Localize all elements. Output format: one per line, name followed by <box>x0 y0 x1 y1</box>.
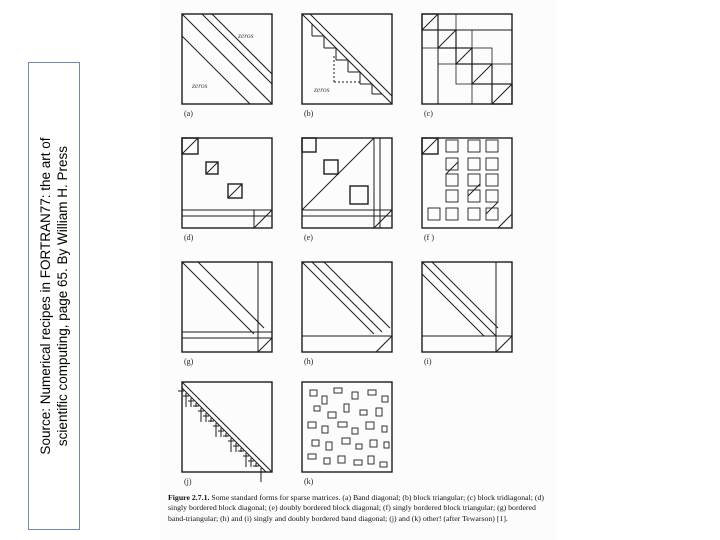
off-diagonal-block <box>456 64 472 84</box>
border-block <box>468 208 480 220</box>
diagonal-segment <box>456 48 472 64</box>
triangular-block <box>486 190 498 202</box>
sparse-block <box>368 390 376 395</box>
sparse-block <box>354 460 362 465</box>
zeros-label: zeros <box>238 31 254 40</box>
source-caption-line-2: scientific computing, page 65. By William H. Press <box>55 145 70 447</box>
upper-band-edge <box>432 262 498 328</box>
matrix-frame <box>182 138 272 228</box>
main-diagonal <box>182 382 272 472</box>
sparse-block <box>334 388 342 393</box>
main-diagonal <box>422 262 496 336</box>
panel-f <box>422 138 512 242</box>
sparse-block <box>342 438 350 444</box>
sparse-block <box>322 426 328 433</box>
matrix-frame <box>422 138 512 228</box>
panel-j <box>178 382 272 486</box>
off-diagonal-block <box>438 48 456 64</box>
sparse-block <box>384 442 389 448</box>
triangular-block <box>486 140 498 152</box>
sparse-block <box>312 440 319 446</box>
diagonal-block <box>324 160 338 174</box>
triangular-block <box>468 140 480 152</box>
diagonal-segment <box>446 162 458 174</box>
panel-label-d: (d) <box>184 233 194 242</box>
off-diagonal-block <box>492 64 512 84</box>
lower-band-edge <box>182 388 266 472</box>
sparse-block <box>366 422 374 429</box>
diagonal-segment <box>376 336 392 352</box>
border-block <box>446 208 458 220</box>
sparse-block <box>356 444 362 449</box>
panel-k <box>302 382 392 486</box>
triangular-block <box>468 158 480 170</box>
sparse-block <box>328 412 336 418</box>
panel-b <box>302 14 392 118</box>
main-diagonal <box>182 262 254 334</box>
sparse-block <box>370 440 377 447</box>
lower-band-edge <box>182 36 250 104</box>
scanned-book-page <box>160 0 556 540</box>
sparse-block <box>338 456 345 463</box>
panel-label-h: (h) <box>304 357 314 366</box>
sparse-block <box>310 390 317 396</box>
sparse-block <box>382 426 387 432</box>
sparse-block <box>324 458 330 464</box>
upper-band-edge <box>212 14 272 74</box>
sparse-block <box>338 422 347 427</box>
sparse-block <box>360 410 367 415</box>
triangular-block <box>446 140 458 152</box>
diagonal-segment <box>206 162 218 174</box>
sparse-block <box>376 408 382 416</box>
source-caption-text <box>37 61 71 531</box>
sparse-block <box>382 396 388 402</box>
panel-g <box>182 262 272 366</box>
triangular-block <box>486 174 498 186</box>
sparse-block <box>344 404 349 412</box>
diagonal-segment <box>472 64 492 84</box>
zeros-label: zeros <box>192 81 208 90</box>
zeros-label: zeros <box>314 85 330 94</box>
border-block <box>428 208 440 220</box>
diagonal-segment <box>228 184 242 198</box>
sparse-block <box>308 422 316 428</box>
diagonal-segment <box>182 138 198 154</box>
panel-label-b: (b) <box>304 109 314 118</box>
source-caption-line-1: Source: Numerical recipes in FORTRAN77: the art of <box>38 137 53 455</box>
main-diagonal <box>182 14 272 104</box>
panel-e <box>302 138 392 242</box>
figure-caption <box>168 493 548 524</box>
panel-h <box>302 262 392 366</box>
panel-a <box>182 14 272 118</box>
panel-label-k: (k) <box>304 477 314 486</box>
upper-band-edge <box>310 14 392 96</box>
diagonal-segment <box>422 138 438 154</box>
triangular-block <box>486 158 498 170</box>
upper-band-edge <box>312 262 382 332</box>
diagonal-block <box>350 186 368 204</box>
diagonal-segment <box>498 214 512 228</box>
sparse-matrix-figure <box>160 0 556 540</box>
upper-band-edge <box>198 262 264 328</box>
panel-label-g: (g) <box>184 357 194 366</box>
triangular-block <box>468 190 480 202</box>
off-diagonal-block <box>456 30 472 48</box>
diagonal-segment <box>438 30 456 48</box>
diagonal-segment <box>492 84 512 104</box>
diagonal-segment <box>258 338 272 352</box>
panel-i <box>422 262 512 366</box>
sparse-block <box>322 396 327 404</box>
sparse-block <box>352 428 358 434</box>
diagonal-segment <box>496 336 512 352</box>
figure-caption-text: Some standard forms for sparse matrices. (a) Band diagonal; (b) block triangular; (c) block tridiagonal; (d) singly bordered block diagonal; (e) doubly bordered block diagonal; (f) singly bordered block triangular; (g) bordered band-triangular; (h) and (i) singly and doubly bordered band diagonal; (j) and (k) other! (after Tewarson) [1]. <box>168 493 544 523</box>
border-block <box>486 208 498 220</box>
main-diagonal <box>302 262 374 334</box>
sparse-block <box>314 406 320 411</box>
sparse-block <box>326 442 332 450</box>
sparse-block <box>308 454 316 459</box>
diagonal-segment <box>254 210 272 228</box>
triangular-block <box>446 190 458 202</box>
upper-band-edge <box>324 262 390 328</box>
triangular-block <box>446 174 458 186</box>
off-diagonal-block <box>472 84 492 104</box>
sparse-block <box>380 462 387 467</box>
panel-d <box>182 138 272 242</box>
source-caption-box <box>28 62 80 530</box>
figure-number: Figure 2.7.1. <box>168 493 210 502</box>
panel-label-e: (e) <box>304 233 313 242</box>
matrix-frame <box>422 14 512 104</box>
triangular-block <box>468 174 480 186</box>
sparse-block <box>368 456 374 464</box>
panel-label-a: (a) <box>184 109 193 118</box>
panel-label-i: (i) <box>424 357 432 366</box>
diagonal-segment <box>374 210 392 228</box>
off-diagonal-block <box>438 14 456 30</box>
diagonal-block <box>302 138 316 152</box>
off-diagonal-block <box>422 30 438 48</box>
sparse-block <box>352 392 358 399</box>
upper-band-edge <box>202 14 272 84</box>
diagonal-segment <box>422 14 438 30</box>
panel-c <box>422 14 512 118</box>
panel-label-f: (f ) <box>424 233 434 242</box>
off-diagonal-block <box>472 48 492 64</box>
panel-label-j: (j) <box>184 477 192 486</box>
panel-label-c: (c) <box>424 109 433 118</box>
